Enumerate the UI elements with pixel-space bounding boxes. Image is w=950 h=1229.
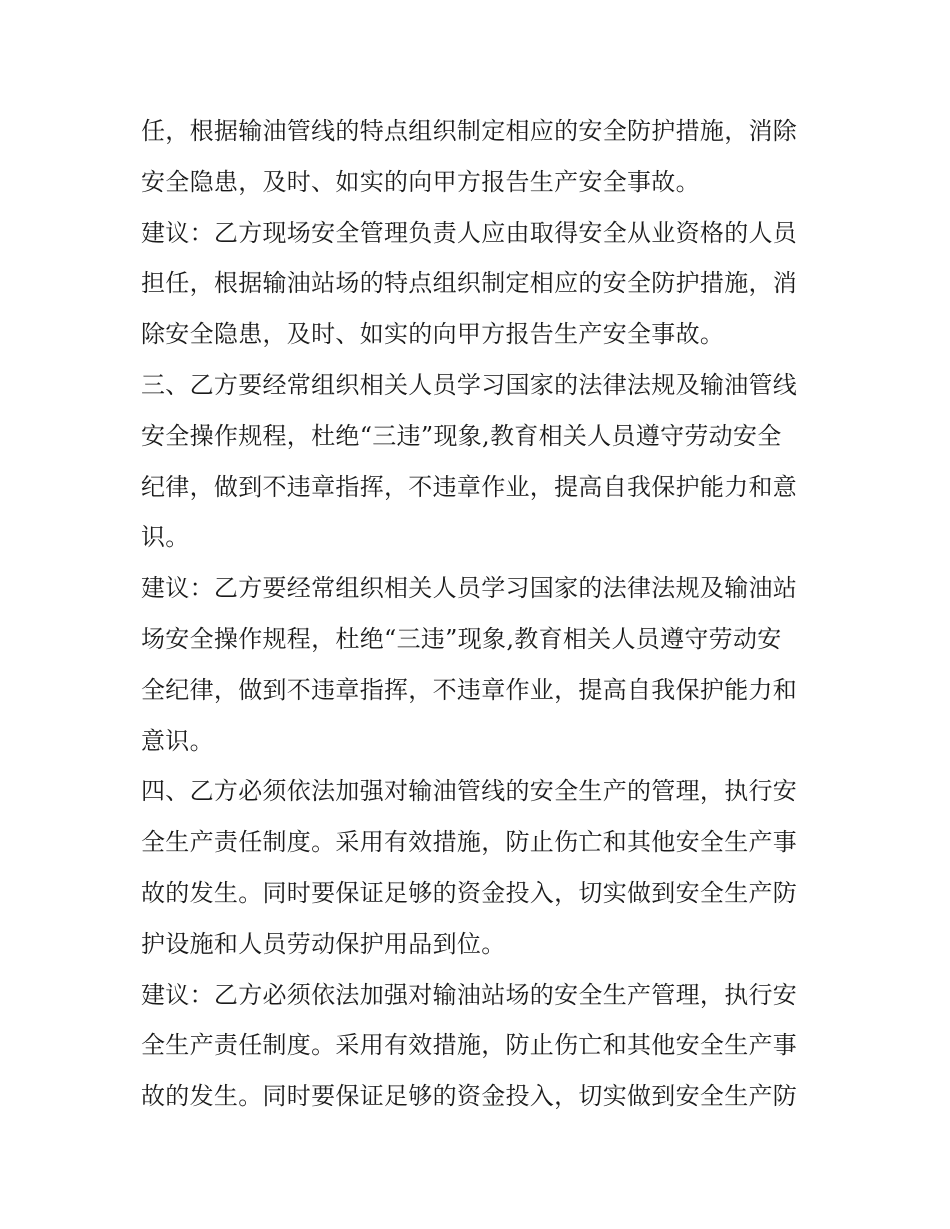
text-line: 意识。 [141, 726, 214, 755]
text-line: 全生产责任制度。采用有效措施，防止伤亡和其他安全生产事 [141, 828, 798, 857]
text-line: 场安全操作规程，杜绝“三违”现象,教育相关人员遵守劳动安 [141, 624, 782, 653]
text-line: 故的发生。同时要保证足够的资金投入，切实做到安全生产防 [141, 1082, 798, 1111]
text-line: 故的发生。同时要保证足够的资金投入，切实做到安全生产防 [141, 878, 798, 907]
text-line: 护设施和人员劳动保护用品到位。 [141, 929, 506, 958]
text-line: 全纪律，做到不违章指挥，不违章作业，提高自我保护能力和 [141, 675, 798, 704]
text-line: 全生产责任制度。采用有效措施，防止伤亡和其他安全生产事 [141, 1031, 798, 1060]
text-line: 担任，根据输油站场的特点组织制定相应的安全防护措施，消 [141, 269, 798, 298]
text-line: 纪律，做到不违章指挥，不违章作业，提高自我保护能力和意 [141, 472, 798, 501]
text-line: 识。 [141, 523, 190, 552]
document-body [141, 106, 821, 1122]
text-line: 任，根据输油管线的特点组织制定相应的安全防护措施，消除 [141, 117, 798, 145]
text-line: 建议：乙方要经常组织相关人员学习国家的法律法规及输油站 [141, 574, 798, 603]
text-line: 除安全隐患，及时、如实的向甲方报告生产安全事故。 [141, 320, 725, 349]
text-line: 建议：乙方现场安全管理负责人应由取得安全从业资格的人员 [141, 218, 798, 247]
text-line: 安全操作规程，杜绝“三违”现象,教育相关人员遵守劳动安全 [141, 421, 782, 450]
text-line: 四、乙方必须依法加强对输油管线的安全生产的管理，执行安 [141, 777, 798, 806]
text-line: 建议：乙方必须依法加强对输油站场的安全生产管理，执行安 [141, 980, 798, 1009]
text-line: 安全隐患，及时、如实的向甲方报告生产安全事故。 [141, 167, 700, 196]
text-line: 三、乙方要经常组织相关人员学习国家的法律法规及输油管线 [141, 370, 798, 399]
